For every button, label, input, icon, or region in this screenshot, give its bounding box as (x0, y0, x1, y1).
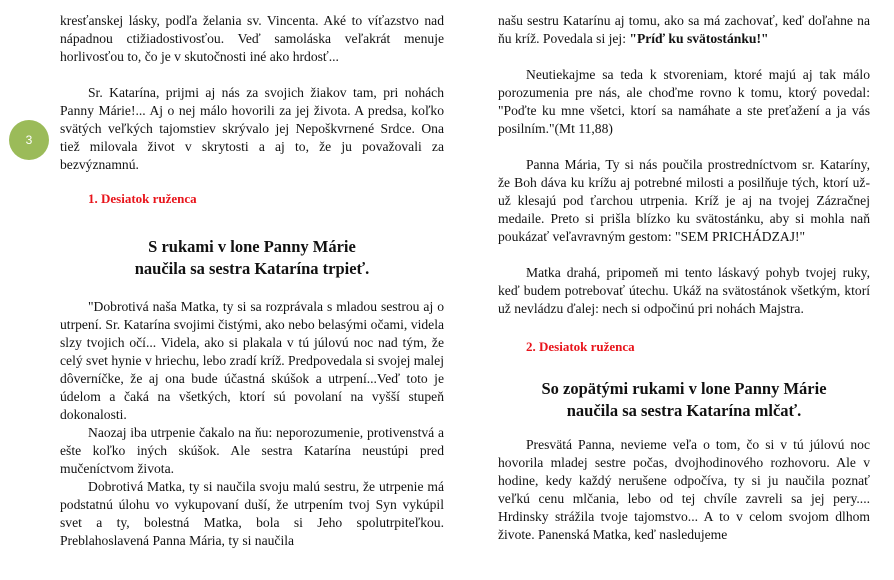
paragraph: Naozaj iba utrpenie čakalo na ňu: neporozumenie, protivenstvá a ešte koľko iných skúšok. Ale sestra Katarína neustúpi pred mučeníctvom života. (60, 425, 444, 476)
page-number: 3 (25, 133, 33, 147)
page-number-badge (9, 120, 49, 160)
quote-bold: "Príď ku svätostánku!" (629, 31, 769, 46)
section-heading-line: So zopätými rukami v lone Panny Márie (541, 379, 827, 398)
section-heading-line: naučila sa sestra Katarína mlčať. (566, 401, 802, 420)
paragraph: Neutiekajme sa teda k stvoreniam, ktoré majú aj tak málo porozumenia pre nás, ale choďme rovno k tomu, ktorý povedal: "Poďte ku mne všetci, ktorí sa namáhate a ste preťažení a ja vás posilním."(Mt 11,88) (498, 67, 870, 136)
section-heading (498, 378, 870, 422)
paragraph: Presvätá Panna, nevieme veľa o tom, čo si v tú júlovú noc hovorila mladej sestre počas, dvojhodinového rozhovoru. Ale v hodine, kedy každý nerušene odpočíva, ty si ju naučila poznať veľkú cenu mlčania, lebo od tej chvíle zavreli sa jej pery.... Hrdinsky strážila tvoje tajomstvo... A to v celom svojom dlhom živote. Panenská Matka, keď nasledujeme (498, 437, 870, 542)
paragraph: Matka drahá, pripomeň mi tento láskavý pohyb tvojej ruky, keď budem potrebovať útechu. Ukáž na svätostánok všetkým, ktorí už nevládzu ďalej: nech si odpočinú pri nohách Majstra. (498, 265, 870, 316)
section-heading-line: naučila sa sestra Katarína trpieť. (134, 259, 370, 278)
rosary-decade-heading: 1. Desiatok ruženca (88, 191, 197, 206)
paragraph: Dobrotivá Matka, ty si naučila svoju malú sestru, že utrpenie má podstatnú úlohu vo vykupovaní duší, že utrpením tvoj Syn vykúpil svet a ty, bolestná Matka, bola si Jeho spolutrpiteľkou. Preblahoslavená Panna Mária, ty si naučila (60, 479, 444, 548)
paragraph: Panna Mária, Ty si nás poučila prostredníctvom sr. Kataríny, že Boh dáva ku krížu aj potrebné milosti a posilňuje tých, ktorí už-už klesajú pod ťarchou utrpenia. Kríž je aj na tvojej Zázračnej medaile. Preto si prišla blízko ku svätostánku, aby si mohla naň poukázať veľavravným gestom: "SEM PRICHÁDZAJ!" (498, 157, 870, 244)
paragraph (498, 12, 870, 48)
paragraph-text: našu sestru Katarínu aj tomu, ako sa má zachovať, keď doľahne na ňu kríž. Povedala si jej: (498, 13, 870, 46)
section-heading (60, 236, 444, 280)
right-column (498, 12, 870, 544)
paragraph: Sr. Katarína, prijmi aj nás za svojich žiakov tam, pri nohách Panny Márie!... Aj o nej málo hovorili za jej života. A predsa, koľko svätých veľkých tajomstiev skrývalo jej Nepoškvrnené Srdce. Ona tiež milovala život v skrytosti a aj to, že ju považovali za bezvýznamnú. (60, 85, 444, 172)
left-column (60, 12, 444, 550)
rosary-decade-heading: 2. Desiatok ruženca (526, 339, 635, 354)
paragraph: "Dobrotivá naša Matka, ty si sa rozprávala s mladou sestrou aj o utrpení. Sr. Katarína svojimi čistými, ako nebo belasými očami, videla slzy tvojich očí... Videla, ako si plakala v tú júlovú noc nad tým, že celý svet hynie v hriechu, lebo zradí kríž. Predpovedala si svojej malej dôverníčke, že aj ona bude účastná skúšok a utrpení...Veď toto je údelom a čaká na všetkých, ktorí sú povolaní na vyšší stupeň dokonalosti. (60, 299, 444, 422)
section-heading-line: S rukami v lone Panny Márie (148, 237, 356, 256)
paragraph: kresťanskej lásky, podľa želania sv. Vincenta. Aké to víťazstvo nad nápadnou ctižiadostivosťou. Veď samoláska veľakrát menuje horlivosťou to, čo je v skutočnosti iné ako hrdosť... (60, 13, 444, 64)
